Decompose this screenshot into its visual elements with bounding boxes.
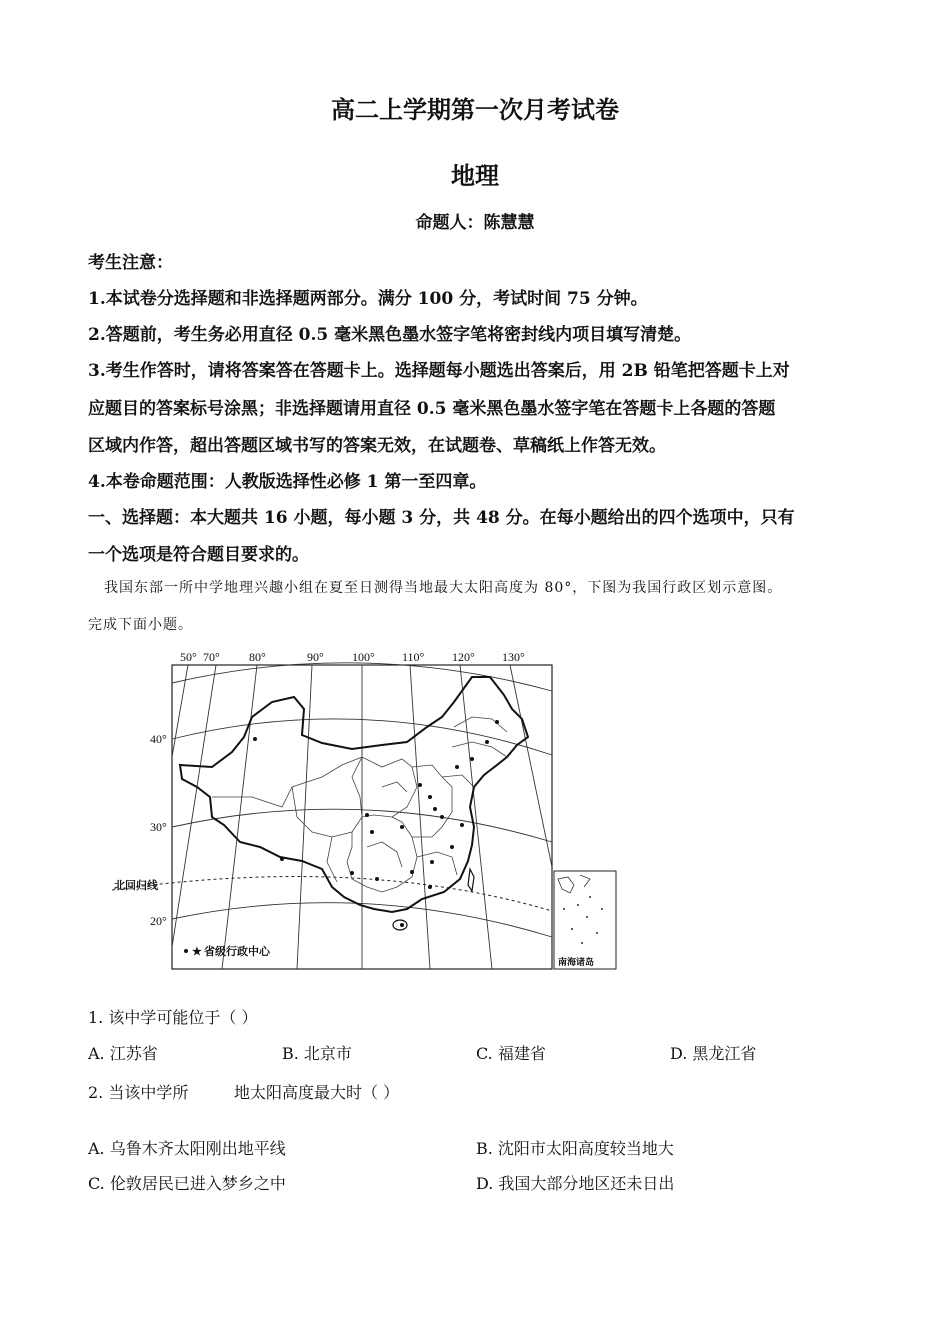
lon-label-100: 100° (352, 650, 375, 664)
capital-dot (455, 765, 459, 769)
subject-title: 地理 (451, 161, 499, 190)
capital-dot (485, 740, 489, 744)
tropic-label: 北回归线 (114, 880, 158, 892)
question-2-stem-part2: 地太阳高度最大时（ ） (234, 1083, 400, 1102)
notice-heading: 考生注意： (88, 253, 173, 273)
lat-label-20: 20° (150, 914, 167, 928)
capital-dot (370, 830, 374, 834)
intro-line2: 完成下面小题。 (88, 617, 193, 633)
capital-dot (365, 813, 369, 817)
capital-dot (495, 720, 499, 724)
q2-option-b[interactable]: B. 沈阳市太阳高度较当地大 (476, 1139, 674, 1158)
notice-item-3-cont2: 区域内作答，超出答题区域书写的答案无效，在试题卷、草稿纸上作答无效。 (88, 436, 666, 456)
capital-dot (440, 815, 444, 819)
provincial-capitals (253, 720, 499, 927)
notice-item-1: 1.本试卷分选择题和非选择题两部分。满分 100 分，考试时间 75 分钟。 (88, 289, 648, 309)
q2-option-c[interactable]: C. 伦敦居民已进入梦乡之中 (88, 1174, 286, 1193)
q1-option-d[interactable]: D. 黑龙江省 (670, 1044, 757, 1063)
capital-dot (460, 823, 464, 827)
lon-label-110: 110° (402, 650, 425, 664)
province-boundaries (212, 717, 507, 892)
capital-dot (433, 807, 437, 811)
inset-label: 南海诸岛 (558, 957, 595, 967)
china-admin-map (112, 647, 620, 972)
notice-item-3: 3.考生作答时，请将答案答在答题卡上。选择题每小题选出答案后，用 2B 铅笔把答题卡上对 (88, 361, 790, 381)
notice-item-4: 4.本卷命题范围：人教版选择性必修 1 第一至四章。 (88, 472, 487, 492)
capital-dot (450, 845, 454, 849)
lon-label-90: 90° (307, 650, 324, 664)
q2-option-d[interactable]: D. 我国大部分地区还未日出 (476, 1174, 675, 1193)
capital-dot (350, 871, 354, 875)
map-legend (184, 944, 271, 958)
q1-option-a[interactable]: A. 江苏省 (88, 1044, 158, 1063)
intro-line1: 我国东部一所中学地理兴趣小组在夏至日测得当地最大太阳高度为 80°，下图为我国行政区划示意图。 (104, 580, 783, 596)
question-1-stem: 1. 该中学可能位于（ ） (88, 1008, 258, 1027)
lat-label-40: 40° (150, 732, 167, 746)
q2-option-a[interactable]: A. 乌鲁木齐太阳刚出地平线 (88, 1139, 286, 1158)
svg-text:★: ★ (192, 946, 202, 958)
capital-dot (253, 737, 257, 741)
notice-item-2: 2.答题前，考生务必用直径 0.5 毫米黑色墨水签字笔将密封线内项目填写清楚。 (88, 325, 692, 345)
capital-dot (400, 825, 404, 829)
south-china-sea-inset (554, 871, 616, 969)
lon-label-80: 80° (249, 650, 266, 664)
lon-label-50: 50° (180, 650, 197, 664)
section-heading-line1: 一、选择题：本大题共 16 小题，每小题 3 分，共 48 分。在每小题给出的四个选项中，只有 (88, 508, 795, 528)
capital-dot (280, 857, 284, 861)
capital-dot (375, 877, 379, 881)
taiwan-island (468, 869, 474, 891)
lon-label-120: 120° (452, 650, 475, 664)
capital-dot (400, 923, 404, 927)
lon-label-130: 130° (502, 650, 525, 664)
capital-dot (418, 783, 422, 787)
capital-dot (470, 757, 474, 761)
lat-label-30: 30° (150, 820, 167, 834)
question-2-stem-part1: 2. 当该中学所 (88, 1083, 189, 1102)
capital-dot (410, 870, 414, 874)
capital-dot (428, 795, 432, 799)
q1-option-b[interactable]: B. 北京市 (282, 1044, 352, 1063)
capital-dot (428, 885, 432, 889)
page-title: 高二上学期第一次月考试卷 (331, 95, 619, 124)
lon-label-70: 70° (203, 650, 220, 664)
notice-item-3-cont: 应题目的答案标号涂黑；非选择题请用直径 0.5 毫米黑色墨水签字笔在答题卡上各题的答题 (88, 399, 776, 419)
section-heading-line2: 一个选项是符合题目要求的。 (88, 545, 309, 565)
legend-label: 省级行政中心 (204, 946, 270, 958)
author-line: 命题人：陈慧慧 (415, 213, 535, 233)
q1-option-c[interactable]: C. 福建省 (476, 1044, 546, 1063)
capital-dot (430, 860, 434, 864)
